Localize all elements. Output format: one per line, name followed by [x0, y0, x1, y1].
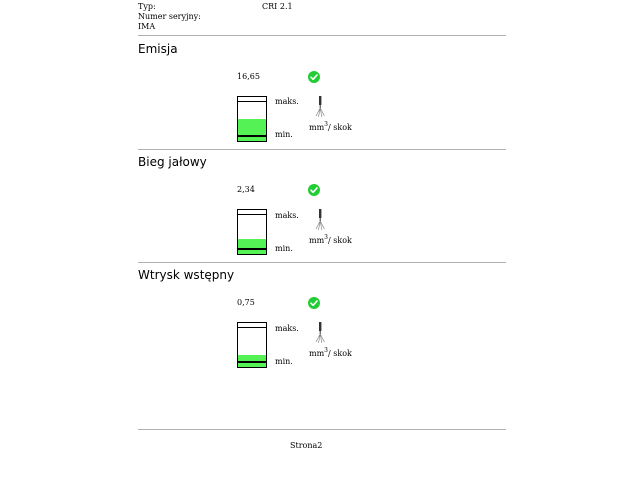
level-gauge [237, 96, 267, 142]
injector-icon [314, 322, 326, 344]
level-gauge [237, 322, 267, 368]
max-label: maks. [275, 324, 299, 333]
gauge-fill [238, 239, 266, 254]
measured-value: 2,34 [237, 185, 255, 194]
measured-value: 16,65 [237, 72, 260, 81]
ima-label: IMA [138, 22, 156, 31]
section-title: Emisja [138, 42, 178, 56]
injector-icon [314, 96, 326, 118]
divider [138, 429, 506, 430]
min-label: min. [275, 244, 293, 253]
injector-icon [314, 209, 326, 231]
max-label: maks. [275, 211, 299, 220]
min-label: min. [275, 130, 293, 139]
check-circle-icon [308, 297, 320, 309]
divider [138, 262, 506, 263]
unit-label: $mm^3/$ skok [309, 121, 352, 132]
divider [138, 35, 506, 36]
section-title: Wtrysk wstępny [138, 268, 235, 282]
type-value: CRI 2.1 [262, 2, 293, 11]
check-circle-icon [308, 71, 320, 83]
serial-number-label: Numer seryjny: [138, 12, 201, 21]
level-gauge [237, 209, 267, 255]
type-label: Typ: [138, 2, 156, 11]
measured-value: 0,75 [237, 298, 255, 307]
check-circle-icon [308, 184, 320, 196]
divider [138, 149, 506, 150]
min-label: min. [275, 357, 293, 366]
unit-label: $mm^3/$ skok [309, 347, 352, 358]
page-number: Strona2 [290, 441, 323, 450]
gauge-fill [238, 119, 266, 141]
unit-label: $mm^3/$ skok [309, 234, 352, 245]
max-label: maks. [275, 97, 299, 106]
section-title: Bieg jałowy [138, 155, 207, 169]
